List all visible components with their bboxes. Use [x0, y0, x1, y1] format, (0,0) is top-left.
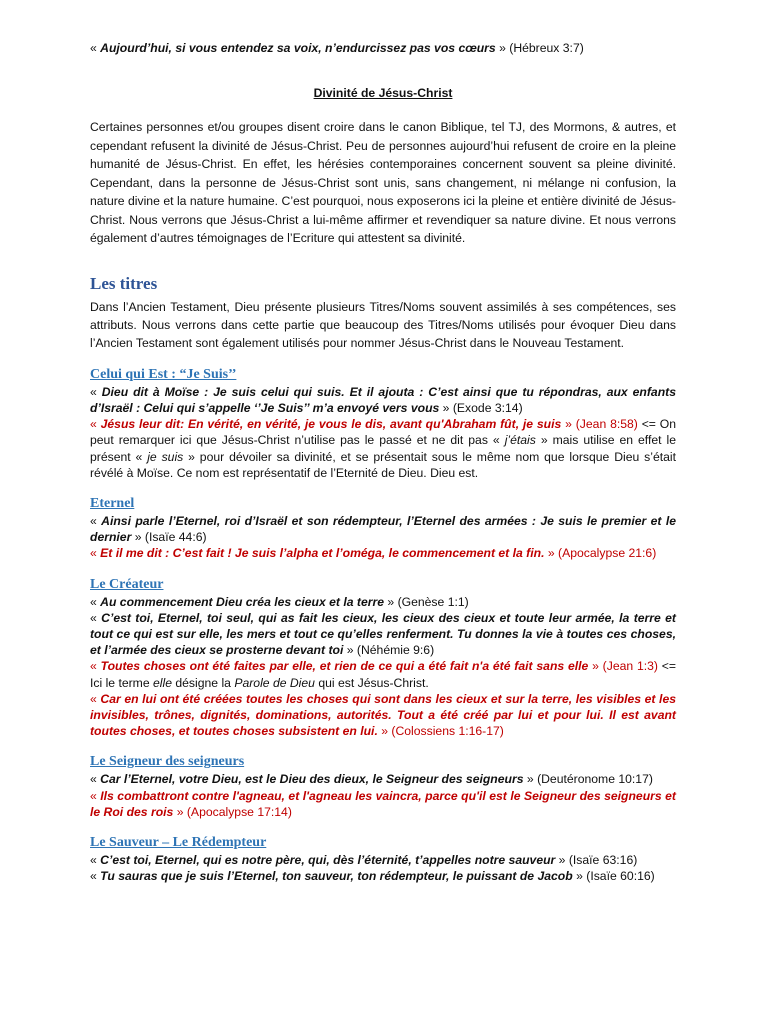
- quote-mark: »: [495, 41, 510, 55]
- quote-mark: »: [131, 530, 145, 545]
- verse-ref: (Genèse 1:1): [397, 594, 469, 609]
- verse-exode: [90, 384, 676, 416]
- verse-text: Tu sauras que je suis l’Eternel, ton sauveur, ton rédempteur, le puissant de Jacob: [100, 869, 573, 884]
- comment-text: » pour dévoiler sa divinité, et se présentait sous le même nom que lorsque Dieu s’était révélé à Moïse. Ce nom est représentatif de l’Eternité de Dieu. Dieu est.: [90, 449, 677, 480]
- verse-jean-1-3: [90, 658, 676, 690]
- comment-text: désigne la: [171, 675, 235, 690]
- verse-isaie-44: [90, 513, 676, 545]
- verse-apocalypse-17: [90, 788, 676, 820]
- verse-text: Ils combattront contre l'agneau, et l'agneau les vaincra, parce qu'il est le Seigneur des seigneurs et le Roi des rois: [90, 788, 676, 819]
- quote-mark: «: [90, 869, 101, 884]
- comment-italic: j’étais: [504, 433, 536, 448]
- verse-isaie-60: [90, 868, 676, 884]
- verse-text: C’est toi, Eternel, toi seul, qui as fait les cieux, les cieux des cieux et toute leur armée, la terre et tout ce qui est sur elle, les mers et tout ce qu’elles renferment. Tu donnes la vie à toutes ces choses, et l’armée des cieux se prosterne devant toi: [90, 610, 676, 658]
- verse-ref: (Isaïe 63:16): [568, 852, 638, 867]
- top-quote: [90, 40, 676, 56]
- comment-text: qui est Jésus-Christ.: [314, 675, 429, 690]
- verse-deuteronome: [90, 771, 676, 787]
- subheading-eternel: Eternel: [90, 495, 135, 511]
- verse-apocalypse-21: [90, 545, 676, 561]
- quote-mark: »: [544, 546, 559, 561]
- verse-text: Car l’Eternel, votre Dieu, est le Dieu des dieux, le Seigneur des seigneurs: [100, 772, 524, 787]
- quote-mark: «: [90, 659, 101, 674]
- verse-ref: (Apocalypse 21:6): [558, 546, 657, 561]
- quote-mark: «: [90, 594, 101, 609]
- verse-ref: (Isaïe 60:16): [586, 869, 655, 884]
- verse-isaie-63: [90, 852, 676, 868]
- quote-mark: »: [173, 804, 187, 819]
- verse-nehemie: [90, 610, 676, 659]
- comment-italic: je suis: [147, 449, 184, 464]
- verse-ref: (Jean 8:58): [575, 417, 638, 432]
- quote-mark: «: [90, 788, 101, 803]
- document-page: [90, 40, 676, 884]
- verse-ref: (Néhémie 9:6): [356, 643, 435, 658]
- comment-text: » mais utilise en effet le présent «: [90, 433, 676, 464]
- verse-ref: (Apocalypse 17:14): [186, 804, 292, 819]
- verse-ref: (Deutéronome 10:17): [537, 772, 653, 787]
- quote-mark: »: [555, 852, 569, 867]
- section-intro: Dans l’Ancien Testament, Dieu présente plusieurs Titres/Noms souvent assimilés à ses compétences, ses attributs. Nous verrons dans cette partie que beaucoup des Titres/Noms utilisés pour évoquer Dieu dans l’Ancien Testament sont également utilisés pour nommer Jésus-Christ dans le Nouveau Testament.: [90, 299, 676, 350]
- verse-ref: (Colossiens 1:16-17): [391, 724, 504, 739]
- quote-mark: »: [561, 417, 576, 432]
- quote-mark: »: [377, 724, 392, 739]
- quote-mark: «: [90, 772, 101, 787]
- quote-mark: »: [588, 659, 603, 674]
- quote-mark: »: [384, 594, 398, 609]
- quote-mark: »: [572, 869, 587, 884]
- quote-mark: «: [90, 513, 102, 528]
- quote-mark: »: [343, 643, 357, 658]
- verse-ref: (Exode 3:14): [452, 400, 523, 415]
- quote-mark: »: [439, 400, 453, 415]
- top-quote-text: Aujourd’hui, si vous entendez sa voix, n’endurcissez pas vos cœurs: [100, 41, 496, 55]
- verse-text: Car en lui ont été créées toutes les choses qui sont dans les cieux et sur la terre, les visibles et les invisibles, trônes, dignités, dominations, autorités. Tout a été créé par lui et pour lui. Il est avant toutes choses, et toutes choses subsistent en lui.: [90, 691, 676, 739]
- verse-genese: [90, 594, 676, 610]
- subheading-seigneur: Le Seigneur des seigneurs: [90, 754, 245, 770]
- subheading-sauveur: Le Sauveur – Le Rédempteur: [90, 834, 267, 850]
- verse-text: Dieu dit à Moïse : Je suis celui qui suis. Et il ajouta : C’est ainsi que tu répondras, aux enfants d’Israël : Celui qui s’appelle ‘’Je Suis’’ m’a envoyé vers vous: [90, 384, 676, 415]
- verse-ref: (Jean 1:3): [602, 659, 658, 674]
- intro-paragraph: Certaines personnes et/ou groupes disent croire dans le canon Biblique, tel TJ, des Mormons, & autres, et cependant refusent la divinité de Jésus-Christ. Peu de personnes aujourd’hui refusent de croire en la pleine humanité de Jésus-Christ. En effet, les hérésies contemporaines concernent souvent sa pleine divinité. Cependant, dans la personne de Jésus-Christ sont unis, sans changement, ni mélange ni confusion, la nature divine et la nature humaine. C’est pourquoi, nous exposerons ici la pleine et entière divinité de Jésus-Christ. Nous verrons que Jésus-Christ a lui-même affirmer et revendiquer sa nature divine. Et nous verrons également d’autres témoignages de l’Ecriture qui attestent sa divinité.: [90, 120, 676, 246]
- quote-mark: «: [90, 691, 101, 706]
- quote-mark: »: [523, 772, 538, 787]
- verse-text: Et il me dit : C’est fait ! Je suis l’alpha et l’oméga, le commencement et la fin.: [100, 546, 545, 561]
- comment-text: <= On peut remarquer ici que Jésus-Christ n’utilise pas le passé et ne dit pas «: [90, 417, 677, 448]
- section-heading: Les titres: [90, 273, 158, 293]
- verse-colossiens: [90, 691, 676, 740]
- verse-text: Jésus leur dit: En vérité, en vérité, je vous le dis, avant qu'Abraham fût, je suis: [100, 417, 562, 432]
- subheading-je-suis: Celui qui Est : “Je Suis’’: [90, 366, 237, 382]
- verse-ref: (Isaïe 44:6): [144, 530, 207, 545]
- quote-mark: «: [90, 384, 102, 399]
- comment-italic: Parole de Dieu: [234, 675, 315, 690]
- comment-text: <= Ici le terme: [90, 659, 676, 690]
- top-quote-ref: (Hébreux 3:7): [509, 41, 584, 55]
- subheading-createur: Le Créateur: [90, 576, 164, 592]
- quote-mark: «: [90, 417, 101, 432]
- comment-italic: elle: [153, 675, 172, 690]
- document-title: Divinité de Jésus-Christ: [313, 86, 453, 101]
- quote-mark: «: [90, 41, 101, 55]
- verse-text: Au commencement Dieu créa les cieux et la terre: [100, 594, 384, 609]
- verse-text: C’est toi, Eternel, qui es notre père, qui, dès l’éternité, t’appelles notre sauveur: [100, 852, 556, 867]
- verse-text: Toutes choses ont été faites par elle, et rien de ce qui a été fait n'a été fait sans elle: [100, 659, 589, 674]
- verse-text: Ainsi parle l’Eternel, roi d’Israël et son rédempteur, l’Eternel des armées : Je suis le premier et le dernier: [90, 513, 676, 545]
- quote-mark: «: [90, 546, 101, 561]
- verse-jean-comment: [90, 416, 676, 481]
- quote-mark: «: [90, 610, 102, 625]
- quote-mark: «: [90, 852, 101, 867]
